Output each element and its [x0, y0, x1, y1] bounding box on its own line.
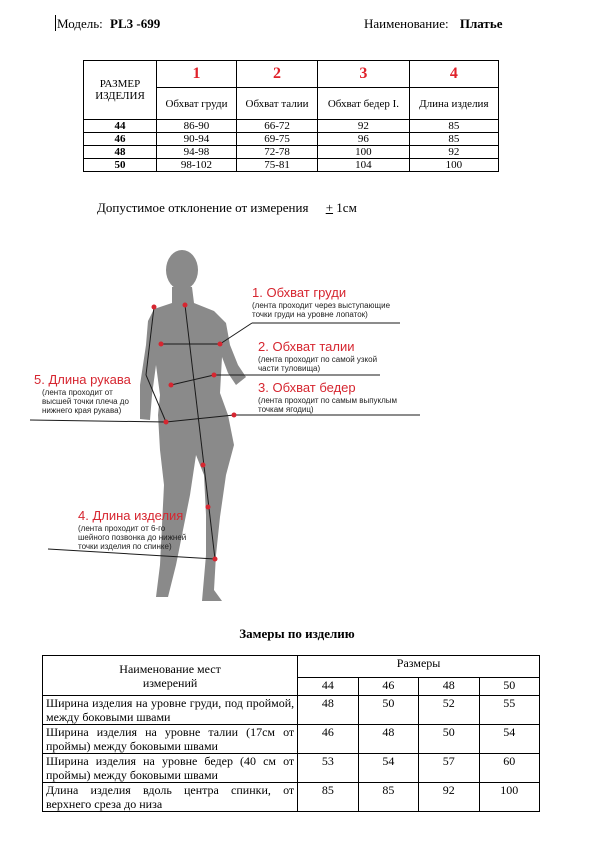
cell: 104: [318, 159, 410, 172]
cell: 46: [298, 725, 358, 754]
size-col-44: 44: [298, 678, 358, 696]
label-hips-sub1: (лента проходит по самым выпуклым: [258, 396, 398, 405]
cell: 75-81: [236, 159, 317, 172]
model-value: PL3 -699: [110, 16, 161, 31]
table-row: [43, 754, 540, 783]
cell: 96: [318, 133, 410, 146]
cell: 85: [298, 783, 358, 812]
row-name: Ширина изделия на уровне груди, под проймой, между боковыми швами: [43, 696, 298, 725]
model-header: [57, 16, 160, 32]
col-number-3: 3: [318, 61, 410, 88]
label-waist-sub2: части туловища): [258, 364, 321, 373]
table-row: [84, 133, 499, 146]
plus-minus-sign: +: [325, 200, 334, 215]
table-row: [43, 725, 540, 754]
size-header: РАЗМЕР ИЗДЕЛИЯ: [95, 78, 145, 102]
name-header-cell: [43, 656, 298, 696]
col-number-4: 4: [409, 61, 498, 88]
cell: 60: [479, 754, 539, 783]
cell: 100: [409, 159, 498, 172]
cell: 100: [479, 783, 539, 812]
cell: 86-90: [157, 120, 237, 133]
label-bust-sub1: (лента проходит через выступающие: [252, 301, 391, 310]
cell: 52: [419, 696, 479, 725]
cell: 57: [419, 754, 479, 783]
row-name: Ширина изделия на уровне талии (17см от проймы) между боковыми швами: [43, 725, 298, 754]
sizes-header: Размеры: [298, 656, 540, 678]
cell: 100: [318, 146, 410, 159]
size-table: [83, 60, 499, 172]
row-name: Ширина изделия на уровне бедер (40 см от проймы) между боковыми швами: [43, 754, 298, 783]
tolerance-note: [97, 200, 357, 216]
name-header: Наименование мест измерений: [119, 661, 221, 690]
cell: 92: [419, 783, 479, 812]
col-number-2: 2: [236, 61, 317, 88]
cell: 54: [479, 725, 539, 754]
text-cursor: [55, 15, 56, 31]
cell: 85: [409, 120, 498, 133]
label-length-sub3: точки изделия по спинке): [78, 542, 172, 551]
label-sleeve: [34, 372, 132, 415]
label-sleeve-title: 5. Длина рукава: [34, 372, 131, 387]
label-bust: [252, 285, 391, 319]
size-col-48: 48: [419, 678, 479, 696]
row-size: 44: [84, 120, 157, 133]
tolerance-text: Допустимое отклонение от измерения: [97, 200, 309, 215]
label-waist-title: 2. Обхват талии: [258, 339, 355, 354]
row-name: Длина изделия вдоль центра спинки, от верхнего среза до низа: [43, 783, 298, 812]
cell: 53: [298, 754, 358, 783]
size-col-50: 50: [479, 678, 539, 696]
cell: 48: [298, 696, 358, 725]
row-size: 50: [84, 159, 157, 172]
cell: 92: [318, 120, 410, 133]
col-name-length: Длина изделия: [409, 88, 498, 120]
table-row: [84, 120, 499, 133]
table-row: [84, 159, 499, 172]
label-bust-sub2: точки груди на уровне лопаток): [252, 310, 368, 319]
measurements-table: [42, 655, 540, 812]
cell: 50: [358, 696, 418, 725]
tolerance-value: 1см: [336, 200, 357, 215]
cell: 72-78: [236, 146, 317, 159]
col-name-waist: Обхват талии: [236, 88, 317, 120]
label-bust-title: 1. Обхват груди: [252, 285, 347, 300]
label-length-sub2: шейного позвонка до нижней: [78, 533, 187, 542]
table-row: [84, 146, 499, 159]
size-header-cell: [84, 61, 157, 120]
cell: 66-72: [236, 120, 317, 133]
label-sleeve-sub2: высшей точки плеча до: [42, 397, 129, 406]
label-hips-title: 3. Обхват бедер: [258, 380, 356, 395]
row-size: 48: [84, 146, 157, 159]
size-col-46: 46: [358, 678, 418, 696]
cell: 85: [409, 133, 498, 146]
row-size: 46: [84, 133, 157, 146]
label-sleeve-sub3: нижнего края рукава): [42, 406, 122, 415]
name-label: Наименование:: [364, 16, 449, 31]
table-row: [43, 696, 540, 725]
name-header: [364, 16, 502, 32]
col-number-1: 1: [157, 61, 237, 88]
col-name-bust: Обхват груди: [157, 88, 237, 120]
label-waist: [258, 339, 377, 373]
label-length-sub1: (лента проходит от 6-го: [78, 524, 166, 533]
cell: 98-102: [157, 159, 237, 172]
measurement-figure: [30, 245, 450, 605]
name-value: Платье: [459, 16, 503, 31]
label-sleeve-sub1: (лента проходит от: [42, 388, 113, 397]
cell: 50: [419, 725, 479, 754]
cell: 94-98: [157, 146, 237, 159]
label-hips-sub2: точкам ягодиц): [258, 405, 314, 414]
model-label: Модель:: [57, 16, 103, 31]
label-length-title: 4. Длина изделия: [78, 508, 184, 523]
cell: 85: [358, 783, 418, 812]
cell: 69-75: [236, 133, 317, 146]
measurements-title: Замеры по изделию: [239, 626, 355, 641]
label-waist-sub1: (лента проходит по самой узкой: [258, 355, 378, 364]
cell: 90-94: [157, 133, 237, 146]
cell: 92: [409, 146, 498, 159]
cell: 54: [358, 754, 418, 783]
table-row: [43, 783, 540, 812]
cell: 55: [479, 696, 539, 725]
label-hips: [258, 380, 397, 414]
cell: 48: [358, 725, 418, 754]
col-name-hips: Обхват бедер I.: [318, 88, 410, 120]
